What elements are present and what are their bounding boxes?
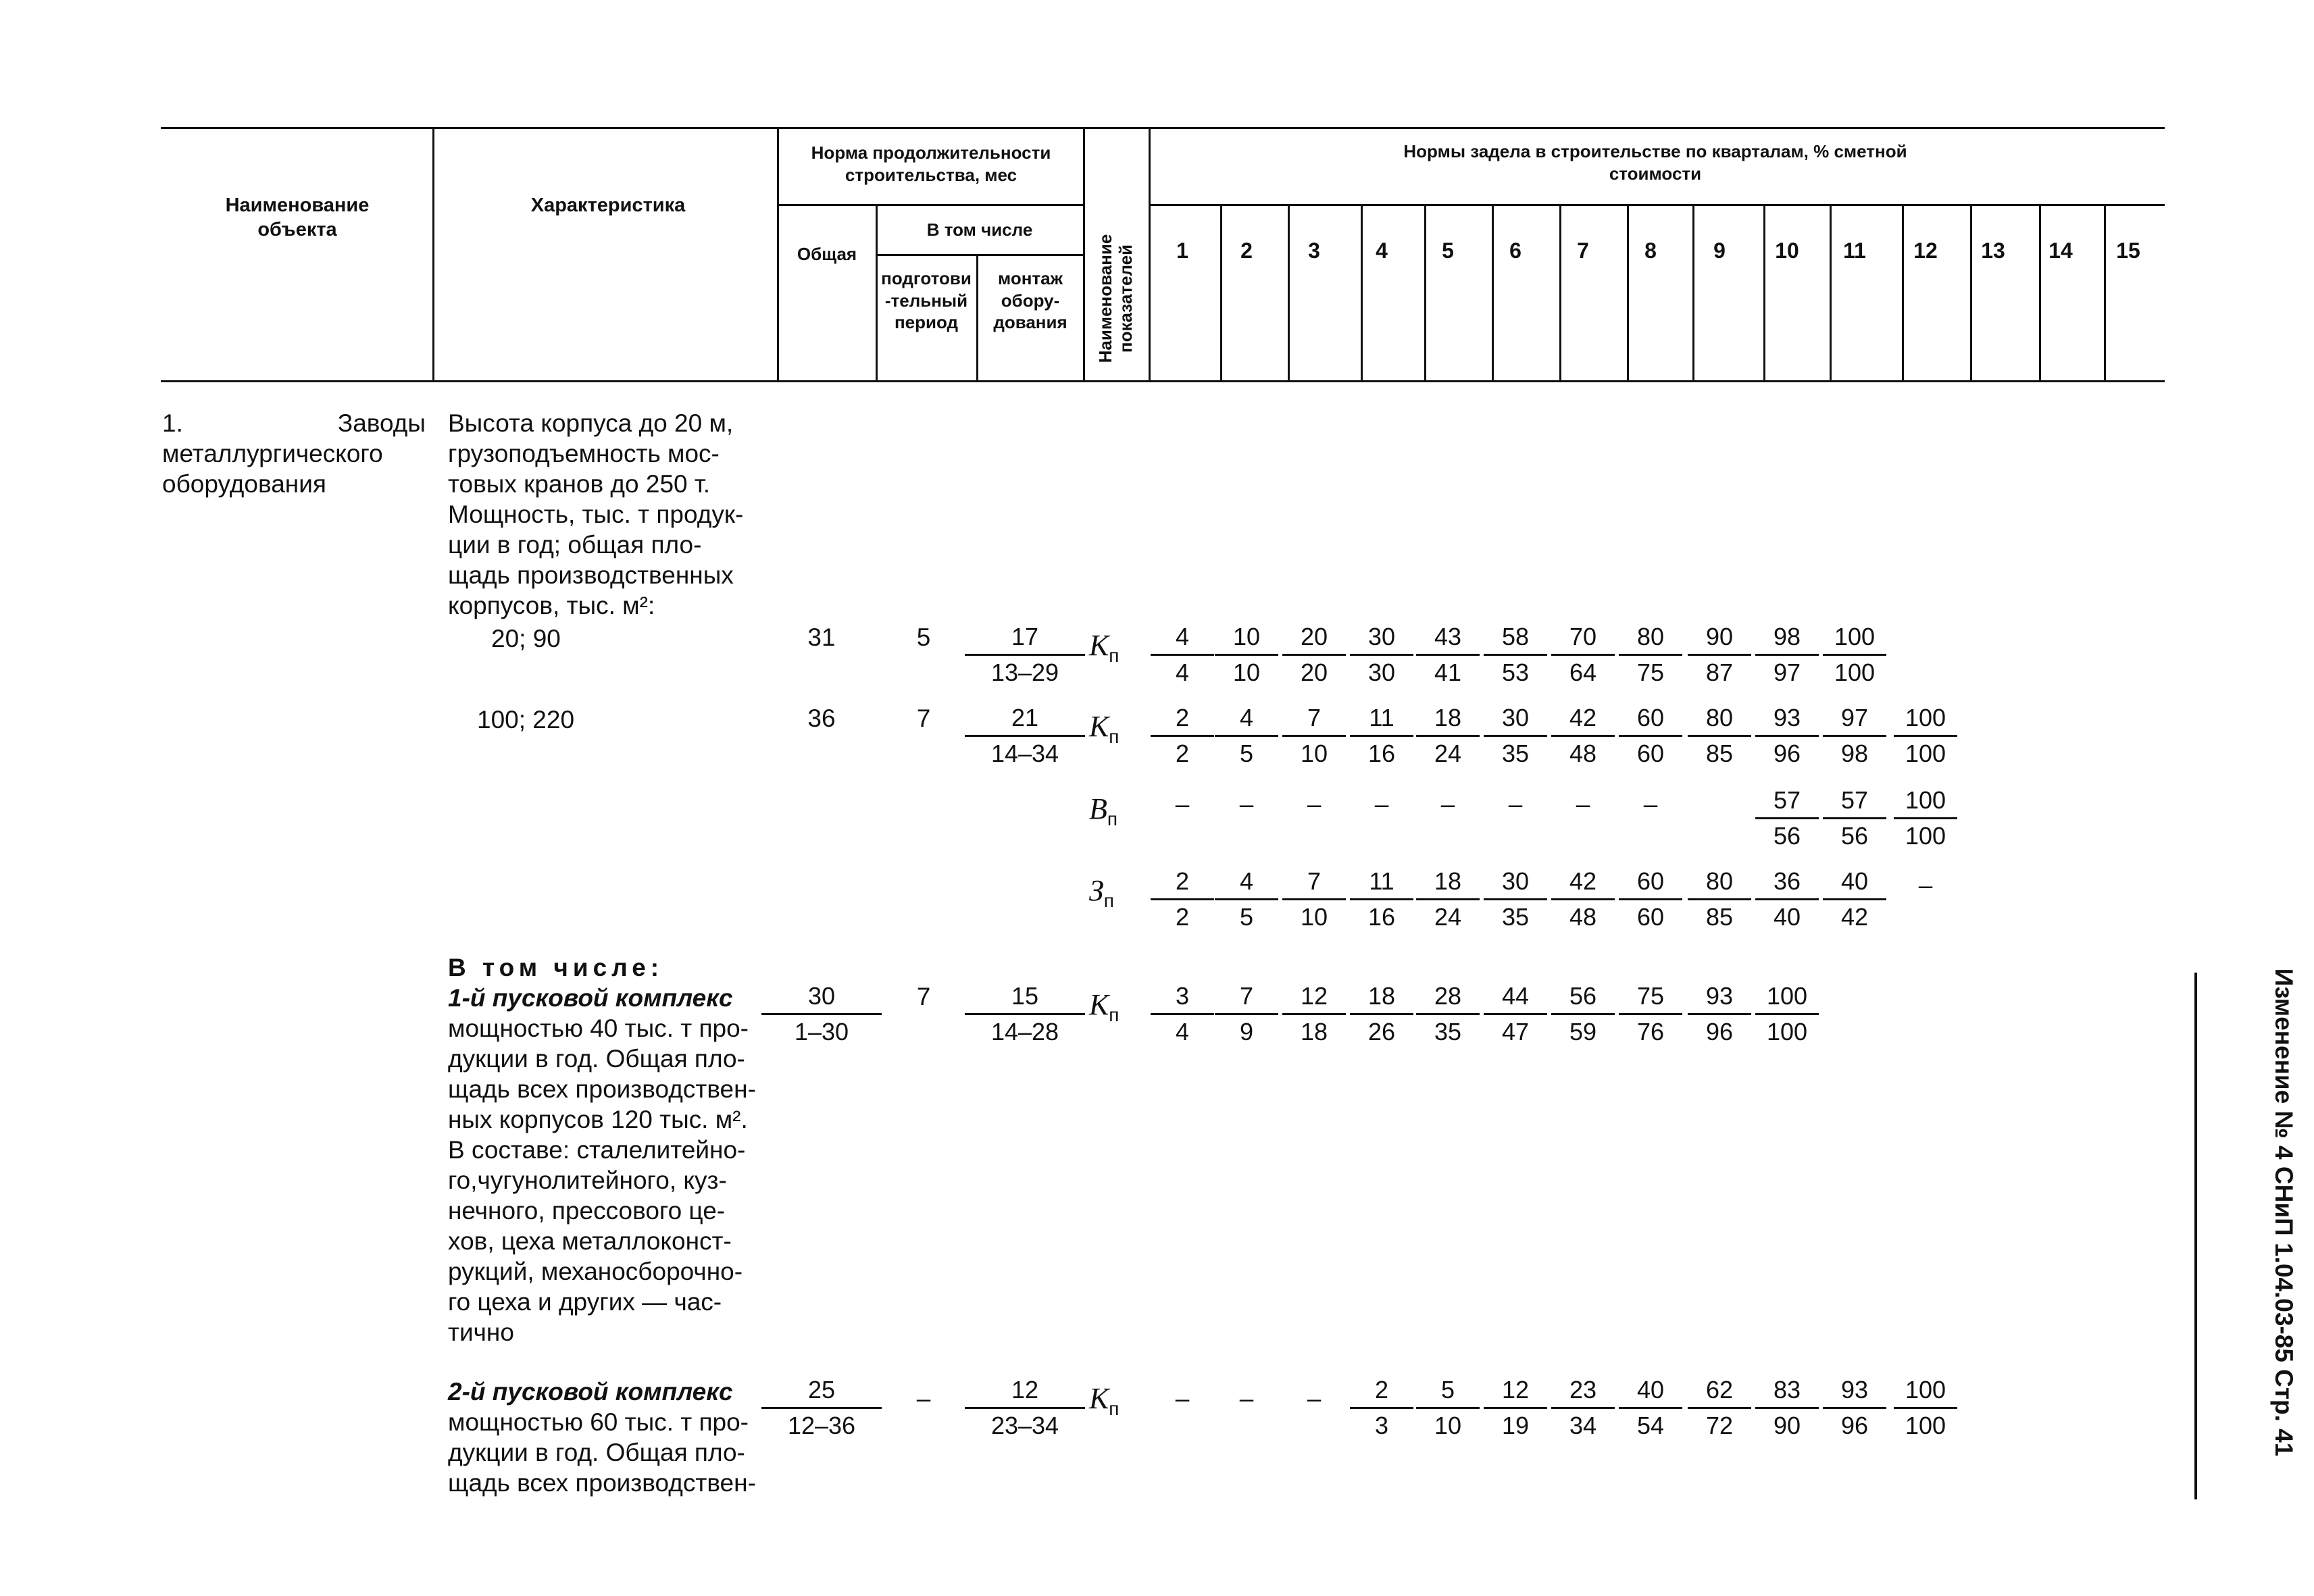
backlog-cell: $\frac{23}{34}$: [1539, 1373, 1627, 1443]
empty-cell: –: [1307, 1385, 1322, 1412]
q-line: [1424, 205, 1426, 382]
backlog-cell: $\frac{100}{100}$: [1743, 979, 1831, 1049]
header-backlog: Нормы задела в строительстве по кварталам, % сметной стоимости: [1403, 141, 1907, 184]
backlog-cell: $\frac{3}{4}$: [1138, 979, 1226, 1049]
backlog-cell: $\frac{57}{56}$: [1811, 783, 1898, 853]
quarter-14: 14: [2048, 238, 2073, 263]
backlog-cell: $\frac{2}{2}$: [1138, 865, 1226, 934]
object-name: 1. Заводы металлургического оборудования: [162, 409, 426, 498]
backlog-cell: $\frac{12}{19}$: [1472, 1373, 1559, 1443]
header-bottom-rule: [161, 380, 2165, 382]
backlog-cell: $\frac{30}{35}$: [1472, 701, 1559, 771]
backlog-cell: $\frac{42}{48}$: [1539, 701, 1627, 771]
header-total: Общая: [797, 244, 857, 264]
complex2-mount: $\frac{12}{23-34}$: [961, 1373, 1089, 1443]
quarter-7: 7: [1577, 238, 1589, 263]
backlog-cell: $\frac{42}{48}$: [1539, 865, 1627, 934]
quarter-6: 6: [1509, 238, 1521, 263]
text-line: ции в год; общая пло-: [448, 531, 702, 559]
backlog-cell: $\frac{58}{53}$: [1472, 620, 1559, 690]
complex2-title: 2-й пусковой комплекс: [448, 1378, 733, 1406]
quarter-2: 2: [1240, 238, 1253, 263]
backlog-cell: $\frac{36}{40}$: [1743, 865, 1831, 934]
backlog-cell: $\frac{4}{5}$: [1203, 701, 1290, 771]
quarter-4: 4: [1376, 238, 1388, 263]
complex2-total: $\frac{25}{12-36}$: [757, 1373, 886, 1443]
backlog-cell: $\frac{30}{35}$: [1472, 865, 1559, 934]
col-line: [876, 205, 878, 382]
variant2-mount: $\frac{21}{14-34}$: [961, 701, 1089, 771]
empty-cell: –: [1918, 871, 1933, 899]
col-line: [1149, 128, 1151, 382]
backlog-cell: $\frac{60}{60}$: [1607, 865, 1694, 934]
text-line: мощностью 40 тыс. т про-: [448, 1014, 749, 1042]
quarter-10: 10: [1775, 238, 1799, 263]
complex2-prep: –: [916, 1385, 931, 1412]
backlog-cell: $\frac{2}{3}$: [1338, 1373, 1426, 1443]
complex2-text: [448, 1407, 759, 1498]
text-line: Высота корпуса до 20 м,: [448, 409, 734, 437]
q-line: [1492, 205, 1494, 382]
quarter-9: 9: [1713, 238, 1726, 263]
q-line: [1692, 205, 1694, 382]
header-top-rule: [161, 127, 2165, 129]
q-line: [1627, 205, 1629, 382]
quarter-11: 11: [1843, 238, 1866, 263]
backlog-cell: $\frac{20}{20}$: [1270, 620, 1358, 690]
header-characteristic: Характеристика: [530, 195, 686, 216]
q-line: [2039, 205, 2041, 382]
quarter-15: 15: [2116, 238, 2140, 263]
quarter-12: 12: [1913, 238, 1938, 263]
backlog-cell: $\frac{12}{18}$: [1270, 979, 1358, 1049]
text-line: щадь производственных: [448, 561, 734, 589]
q-line: [1970, 205, 1972, 382]
text-line: тично: [448, 1318, 514, 1346]
backlog-cell: $\frac{62}{72}$: [1676, 1373, 1763, 1443]
variant1-label: 20; 90: [491, 625, 561, 652]
backlog-cell: $\frac{11}{16}$: [1338, 865, 1426, 934]
col-line: [1083, 128, 1085, 382]
header-prep: подготови-тельный период: [881, 268, 972, 332]
backlog-cell: $\frac{18}{26}$: [1338, 979, 1426, 1049]
text-line: мощностью 60 тыс. т про-: [448, 1408, 749, 1436]
incl-rule: [876, 254, 1083, 256]
q-line: [1361, 205, 1363, 382]
text-line: корпусов, тыс. м²:: [448, 592, 655, 619]
text-line: В составе: сталелитейно-: [448, 1136, 746, 1164]
backlog-cell: $\frac{28}{35}$: [1404, 979, 1492, 1049]
backlog-cell: $\frac{98}{97}$: [1743, 620, 1831, 690]
side-note-rule: [2194, 973, 2197, 1499]
backlog-cell: $\frac{7}{10}$: [1270, 865, 1358, 934]
variant2-total: 36: [807, 704, 836, 732]
backlog-cell: $\frac{57}{56}$: [1743, 783, 1831, 853]
text-line: дукции в год. Общая пло-: [448, 1439, 745, 1466]
text-line: щадь всех производствен-: [448, 1075, 756, 1103]
col-line: [432, 128, 434, 382]
backlog-cell: $\frac{5}{10}$: [1404, 1373, 1492, 1443]
backlog-cell: $\frac{75}{76}$: [1607, 979, 1694, 1049]
variant1-total: 31: [807, 623, 836, 651]
text-line: щадь всех производствен-: [448, 1469, 756, 1497]
backlog-cell: $\frac{2}{2}$: [1138, 701, 1226, 771]
backlog-cell: $\frac{100}{100}$: [1811, 620, 1898, 690]
header-mount: монтаж обору-дования: [993, 268, 1067, 332]
complex1-title: 1-й пусковой комплекс: [448, 984, 733, 1012]
backlog-cell: $\frac{60}{60}$: [1607, 701, 1694, 771]
col-line: [976, 255, 978, 382]
characteristic-block: [448, 408, 759, 621]
text-line: грузоподъемность мос-: [448, 440, 720, 467]
empty-cell: –: [1440, 790, 1455, 818]
backlog-cell: $\frac{18}{24}$: [1404, 701, 1492, 771]
complex1-prep: 7: [916, 983, 931, 1010]
backlog-cell: $\frac{44}{47}$: [1472, 979, 1559, 1049]
quarter-3: 3: [1308, 238, 1320, 263]
q-line: [1559, 205, 1561, 382]
backlog-cell: $\frac{4}{4}$: [1138, 620, 1226, 690]
including-label: В том числе:: [448, 954, 664, 981]
backlog-cell: $\frac{100}{100}$: [1882, 1373, 1969, 1443]
backlog-cell: $\frac{70}{64}$: [1539, 620, 1627, 690]
empty-cell: –: [1175, 1385, 1190, 1412]
indicator-label: $К_п$: [1089, 710, 1120, 747]
backlog-cell: $\frac{43}{41}$: [1404, 620, 1492, 690]
backlog-cell: $\frac{100}{100}$: [1882, 783, 1969, 853]
backlog-cell: $\frac{83}{90}$: [1743, 1373, 1831, 1443]
backlog-cell: $\frac{10}{10}$: [1203, 620, 1290, 690]
complex1-total: $\frac{30}{1-30}$: [757, 979, 886, 1049]
empty-cell: –: [1374, 790, 1389, 818]
empty-cell: –: [1643, 790, 1658, 818]
header-name: Наименование объекта: [225, 195, 370, 241]
empty-cell: –: [1239, 1385, 1254, 1412]
side-note: Изменение № 4 СНиП 1.04.03-85 Стр. 41: [2270, 968, 2298, 1457]
backlog-cell: $\frac{40}{54}$: [1607, 1373, 1694, 1443]
q-line: [1288, 205, 1290, 382]
complex1-text: [448, 1013, 759, 1347]
text-line: Мощность, тыс. т продук-: [448, 500, 744, 528]
backlog-cell: $\frac{18}{24}$: [1404, 865, 1492, 934]
indicator-label: $В_п$: [1089, 792, 1118, 829]
text-line: дукции в год. Общая пло-: [448, 1045, 745, 1073]
backlog-cell: $\frac{80}{85}$: [1676, 865, 1763, 934]
text-line: рукций, механосборочно-: [448, 1258, 743, 1285]
q-line: [1220, 205, 1222, 382]
duration-rule: [777, 204, 1083, 206]
empty-cell: –: [1307, 790, 1322, 818]
indicator-label: $К_п$: [1089, 988, 1120, 1025]
backlog-cell: $\frac{7}{10}$: [1270, 701, 1358, 771]
header-indicator: Наименование показателей: [1095, 234, 1136, 363]
quarter-13: 13: [1981, 238, 2005, 263]
q-line: [1763, 205, 1765, 382]
q-line: [2104, 205, 2106, 382]
q-line: [1902, 205, 1904, 382]
text-line: ных корпусов 120 тыс. м².: [448, 1106, 748, 1133]
backlog-cell: $\frac{93}{96}$: [1676, 979, 1763, 1049]
text-line: хов, цеха металлоконст-: [448, 1227, 732, 1255]
quarter-8: 8: [1644, 238, 1657, 263]
col-line: [777, 128, 779, 382]
empty-cell: –: [1508, 790, 1523, 818]
q-line: [1830, 205, 1832, 382]
variant2-label: 100; 220: [477, 706, 575, 733]
empty-cell: –: [1175, 790, 1190, 818]
backlog-cell: $\frac{11}{16}$: [1338, 701, 1426, 771]
backlog-cell: $\frac{7}{9}$: [1203, 979, 1290, 1049]
quarter-1: 1: [1176, 238, 1188, 263]
header-duration: Норма продолжительности строительства, мес: [811, 143, 1051, 185]
text-line: товых кранов до 250 т.: [448, 470, 711, 498]
complex1-mount: $\frac{15}{14-28}$: [961, 979, 1089, 1049]
backlog-rule: [1149, 204, 2165, 206]
header-incl: В том числе: [926, 220, 1033, 240]
quarter-5: 5: [1442, 238, 1454, 263]
indicator-label: $З_п$: [1089, 874, 1114, 911]
backlog-cell: $\frac{30}{30}$: [1338, 620, 1426, 690]
backlog-cell: $\frac{40}{42}$: [1811, 865, 1898, 934]
text-line: го,чугунолитейного, куз-: [448, 1166, 727, 1194]
empty-cell: –: [1576, 790, 1590, 818]
indicator-label: $К_п$: [1089, 1382, 1120, 1419]
text-line: го цеха и других — час-: [448, 1288, 722, 1316]
text-line: нечного, прессового це-: [448, 1197, 726, 1225]
variant1-mount: $\frac{17}{13-29}$: [961, 620, 1089, 690]
backlog-cell: $\frac{56}{59}$: [1539, 979, 1627, 1049]
indicator-label: $К_п$: [1089, 629, 1120, 666]
backlog-cell: $\frac{80}{85}$: [1676, 701, 1763, 771]
empty-cell: –: [1239, 790, 1254, 818]
backlog-cell: $\frac{4}{5}$: [1203, 865, 1290, 934]
backlog-cell: $\frac{93}{96}$: [1811, 1373, 1898, 1443]
backlog-cell: $\frac{100}{100}$: [1882, 701, 1969, 771]
backlog-cell: $\frac{90}{87}$: [1676, 620, 1763, 690]
variant1-prep: 5: [916, 623, 931, 651]
backlog-cell: $\frac{97}{98}$: [1811, 701, 1898, 771]
backlog-cell: $\frac{93}{96}$: [1743, 701, 1831, 771]
backlog-cell: $\frac{80}{75}$: [1607, 620, 1694, 690]
variant2-prep: 7: [916, 704, 931, 732]
